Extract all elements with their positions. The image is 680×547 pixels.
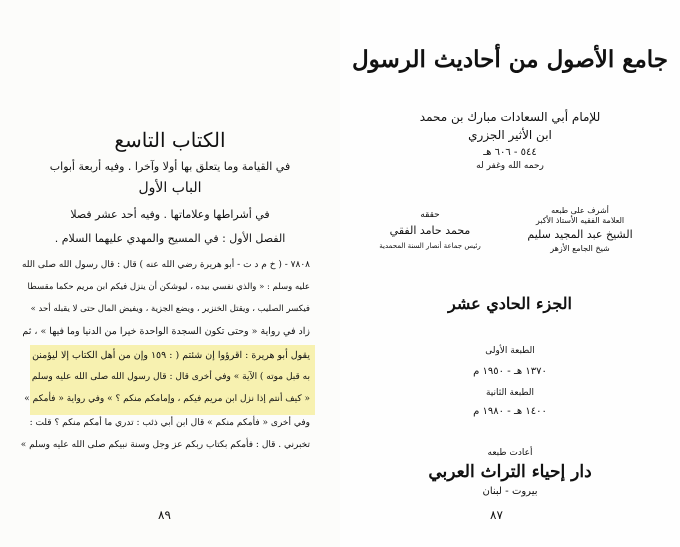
text-line-4: زاد في رواية « وحتى تكون السجدة الواحدة خيرا من الدنيا وما فيها » ، ثم — [22, 326, 310, 337]
supervisor-description: العلامة الفقيه الأستاذ الأكبر — [535, 216, 625, 225]
book-title: جامع الأصول من أحاديث الرسول — [351, 46, 669, 73]
second-edition-dates: ١٤٠٠ هـ - ١٩٨٠ م — [473, 406, 547, 417]
author-blessing: رحمه الله وغفر له — [476, 161, 544, 171]
publisher-city: بيروت - لبنان — [482, 486, 538, 497]
supervisor-name: الشيخ عبد المجيد سليم — [527, 228, 633, 241]
right-page — [340, 0, 680, 547]
supervisor-label: أشرف على طبعه — [551, 206, 609, 215]
text-line-1: ٧٨٠٨ - ( خ م د ت - أبو هريرة رضي الله عنه ) قال : قال رسول الله صلى الله — [21, 260, 310, 270]
section-title: الفصل الأول : في المسيح والمهدي عليهما السلام . — [54, 232, 286, 245]
editor-title: رئيس جماعة أنصار السنة المحمدية — [379, 242, 481, 250]
first-edition-label: الطبعة الأولى — [485, 346, 535, 356]
supervisor-title: شيخ الجامع الأزهر — [550, 244, 610, 253]
text-line-9: تخبرني . قال : فأمكم بكتاب ربكم عز وجل وسنة نبيكم صلى الله عليه وسلم » — [20, 440, 310, 450]
text-line-8: وفي أخرى « فأمكم منكم » قال ابن أبي ذئب : تدري ما أمكم منكم ؟ قلت : — [29, 418, 310, 428]
left-page-number: ٨٩ — [158, 508, 171, 522]
editor-label: حققه — [420, 210, 440, 220]
text-line-3: فيكسر الصليب ، ويقتل الخنزير ، ويضع الجزية ، ويفيض المال حتى لا يقبله أحد » — [30, 304, 310, 314]
text-line-6: به قبل موته ) الآية » وفي أخرى قال : قال رسول الله صلى الله عليه وسلم — [31, 372, 310, 382]
text-line-5: يقول أبو هريرة : اقرؤوا إن شئتم ( : ١٥٩ وإن من أهل الكتاب إلا ليؤمنن — [32, 350, 310, 361]
author-dates: ٥٤٤ - ٦٠٦ هـ — [483, 147, 537, 158]
first-edition-dates: ١٣٧٠ هـ - ١٩٥٠ م — [473, 366, 547, 377]
author-name: ابن الأثير الجزري — [468, 128, 552, 142]
text-line-7: « كيف أنتم إذا نزل ابن مريم فيكم ، وإمامكم منكم ؟ » وفي رواية « فأمكم » — [24, 394, 310, 404]
book-subheading: في القيامة وما يتعلق بها أولا وآخرا . وفيه أربعة أبواب — [49, 160, 291, 173]
publisher-name: دار إحياء التراث العربي — [428, 462, 592, 482]
reprint-label: أعادت طبعه — [487, 448, 533, 458]
right-page-number: ٨٧ — [490, 508, 503, 522]
volume-title: الجزء الحادي عشر — [448, 294, 572, 313]
chapter-subtitle: في أشراطها وعلاماتها . وفيه أحد عشر فصلا — [70, 208, 270, 221]
editor-name: محمد حامد الفقي — [389, 224, 471, 237]
book-heading: الكتاب التاسع — [114, 128, 226, 152]
second-edition-label: الطبعة الثانية — [485, 388, 535, 398]
text-line-2: عليه وسلم : « والذي نفسي بيده ، ليوشكن أن ينزل فيكم ابن مريم حكما مقسطا — [27, 282, 310, 292]
author-line: للإمام أبي السعادات مبارك بن محمد — [419, 110, 601, 124]
chapter-title: الباب الأول — [138, 180, 202, 196]
